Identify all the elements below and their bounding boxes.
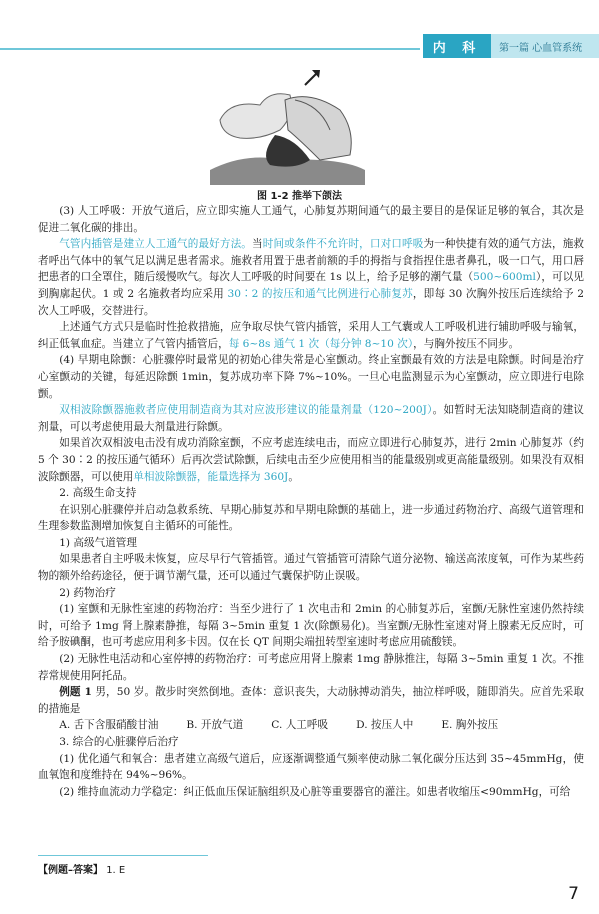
text-run: (3) 人工呼吸：开放气道后，应立即实施人工通气，心肺复苏期间通气的最主要目的是保证足够的氧合，其次是促进二氧化碳的排出。 xyxy=(38,205,584,234)
text-run: 。如暂时无法知晓制造商的建议剂量，可以考虑使用最大剂量进行除颤。 xyxy=(38,404,585,433)
highlighted-text: 每 6~8s 通气 1 次（每分钟 8~10 次） xyxy=(228,337,414,350)
text-run: 如果首次双相波电击没有成功消除室颤，不应考虑连续电击，而应立即进行心肺复苏，进行 2min 心肺复苏（约 5 个 30∶2 的按压通气循环）后再次尝试除颤，后续电击至少应使用相当的能量级别或更高能量级别。如果没有双相波除颤器，可以使用 xyxy=(38,437,584,483)
paragraph xyxy=(38,236,584,319)
paragraph xyxy=(38,551,584,584)
header-rule xyxy=(0,48,420,50)
text-run: 在识别心脏骤停并启动急救系统、早期心肺复苏和早期电除颤的基础上，进一步通过药物治疗、高级气道管理和生理参数监测增加恢复自主循环的可能性。 xyxy=(38,503,584,533)
footer-rule xyxy=(38,855,208,856)
paragraph xyxy=(38,319,584,352)
paragraph xyxy=(38,601,584,651)
paragraph xyxy=(38,535,584,552)
text-run: 当 xyxy=(252,238,263,251)
answer-value: 1. E xyxy=(106,865,126,876)
answer-label: 【例题–答案】 xyxy=(38,865,103,876)
paragraph xyxy=(38,751,584,784)
jaw-thrust-illustration xyxy=(200,60,370,185)
answer-note xyxy=(38,861,125,876)
chapter-label: 第一篇 心血管系统 xyxy=(491,34,599,58)
answer-option: C. 人工呼吸 xyxy=(271,719,329,732)
text-run: 如果患者自主呼吸未恢复，应尽早行气管插管。通过气管插管可清除气道分泌物、输送高浓度氧，可作为某些药物的额外给药途径，便于调节潮气量，还可以通过气囊保护防止误吸。 xyxy=(38,553,584,583)
answer-option: E. 胸外按压 xyxy=(441,719,499,732)
paragraph xyxy=(38,402,584,435)
figure-caption: 图 1-2 推举下颌法 xyxy=(256,191,343,202)
answer-option: D. 按压人中 xyxy=(356,719,414,732)
highlighted-text: 500~600ml xyxy=(473,271,536,284)
text-run: 2) 药物治疗 xyxy=(59,586,116,599)
text-run: 1) 高级气道管理 xyxy=(59,536,137,549)
text-run: (2) 无脉性电活动和心室停搏的药物治疗：可考虑应用肾上腺素 1mg 静脉推注，每隔 3~5min 重复 1 次。不推荐常规使用阿托品。 xyxy=(38,653,584,682)
paragraph-list xyxy=(38,203,584,717)
text-run: (1) 优化通气和氧合：患者建立高级气道后，应逐渐调整通气频率使动脉二氧化碳分压达到 35~45mmHg，使血氧饱和度维持在 94%~96%。 xyxy=(38,752,584,782)
text-run: 上述通气方式只是临时性抢救措施，应争取尽快气管内插管，采用人工气囊或人工呼吸机进行辅助呼吸与输氧，纠正低氧血症。当建立了气管内插管后， xyxy=(38,321,584,350)
answer-option: B. 开放气道 xyxy=(186,719,244,732)
text-run: 。 xyxy=(288,470,299,483)
paragraph-list-2 xyxy=(38,734,584,800)
answer-option: A. 舌下含服硝酸甘油 xyxy=(59,719,159,732)
paragraph xyxy=(38,651,584,684)
text-run: 例题 1 xyxy=(59,686,92,699)
highlighted-text: 时间或条件不允许时，口对口呼吸 xyxy=(262,238,424,251)
text-run: (1) 室颤和无脉性室速的药物治疗：当至少进行了 1 次电击和 2min 的心肺复苏后，室颤/无脉性室速仍然持续时，可给予 1mg 肾上腺素静推，每隔 3~5min 重复 1 次(除颤易化)。当室颤/无脉性室速对肾上腺素无反应时，可给予胺碘酮，也可考虑应用利多卡因。仅在长 QT 间期尖端扭转型室速时考虑应用硫酸镁。 xyxy=(38,603,584,649)
text-run: (2) 维持血流动力学稳定：纠正低血压保证脑组织及心脏等重要器官的灌注。如患者收缩压<90mmHg，可给 xyxy=(59,785,571,798)
text-run: 3. 综合的心脏骤停后治疗 xyxy=(59,736,179,748)
highlighted-text: 气管内插管是建立人工通气的最好方法。 xyxy=(59,238,253,251)
text-run: 男，50 岁。散步时突然倒地。查体：意识丧失，大动脉搏动消失，抽泣样呼吸，随即消失。应首先采取的措施是 xyxy=(38,686,584,715)
highlighted-text: 双相波除颤器施救者应使用制造商为其对应波形建议的能量剂量（120~200J） xyxy=(59,404,433,417)
text-run: 为一种快捷有效的通气方法，施救者呼出气体中的氧气足以满足患者需求。施救者用置于患者前额的手的拇指与食指捏住患者鼻孔，吸一口气，用口唇把患者的口全罩住，随后缓慢吹气。每次人工呼吸的时间要在 1s 以上，给予足够的潮气量（ xyxy=(38,238,585,284)
answer-options xyxy=(38,717,584,734)
header-tab xyxy=(423,34,599,58)
paragraph xyxy=(38,585,584,602)
text-run: ，与胸外按压不同步。 xyxy=(413,337,520,350)
paragraph xyxy=(38,734,584,751)
text-run: (4) 早期电除颤：心脏骤停时最常见的初始心律失常是心室颤动。终止室颤最有效的方法是电除颤。时间是治疗心室颤动的关键，每延迟除颤 1min，复苏成功率下降 7%~10%。一旦心电监测显示为心室颤动，应立即进行电除颤。 xyxy=(38,354,584,400)
paragraph xyxy=(38,784,584,801)
text-run: ），可以见到胸廓起伏。1 或 2 名施救者均应采用 xyxy=(38,271,584,300)
paragraph xyxy=(38,684,584,717)
section-label: 内 科 xyxy=(423,34,491,58)
paragraph xyxy=(38,502,584,535)
paragraph xyxy=(38,485,584,502)
page-number: 7 xyxy=(568,884,579,904)
body-text xyxy=(38,203,584,800)
paragraph xyxy=(38,203,584,236)
text-run: ，即每 30 次胸外按压后连续给予 2 次人工呼吸，交替进行。 xyxy=(38,287,585,317)
highlighted-text: 30∶2 的按压和通气比例进行心肺复苏 xyxy=(227,287,413,300)
text-run: 2. 高级生命支持 xyxy=(59,487,137,500)
paragraph xyxy=(38,352,584,402)
highlighted-text: 单相波除颤器，能量选择为 360J xyxy=(133,470,289,483)
paragraph xyxy=(38,435,584,485)
